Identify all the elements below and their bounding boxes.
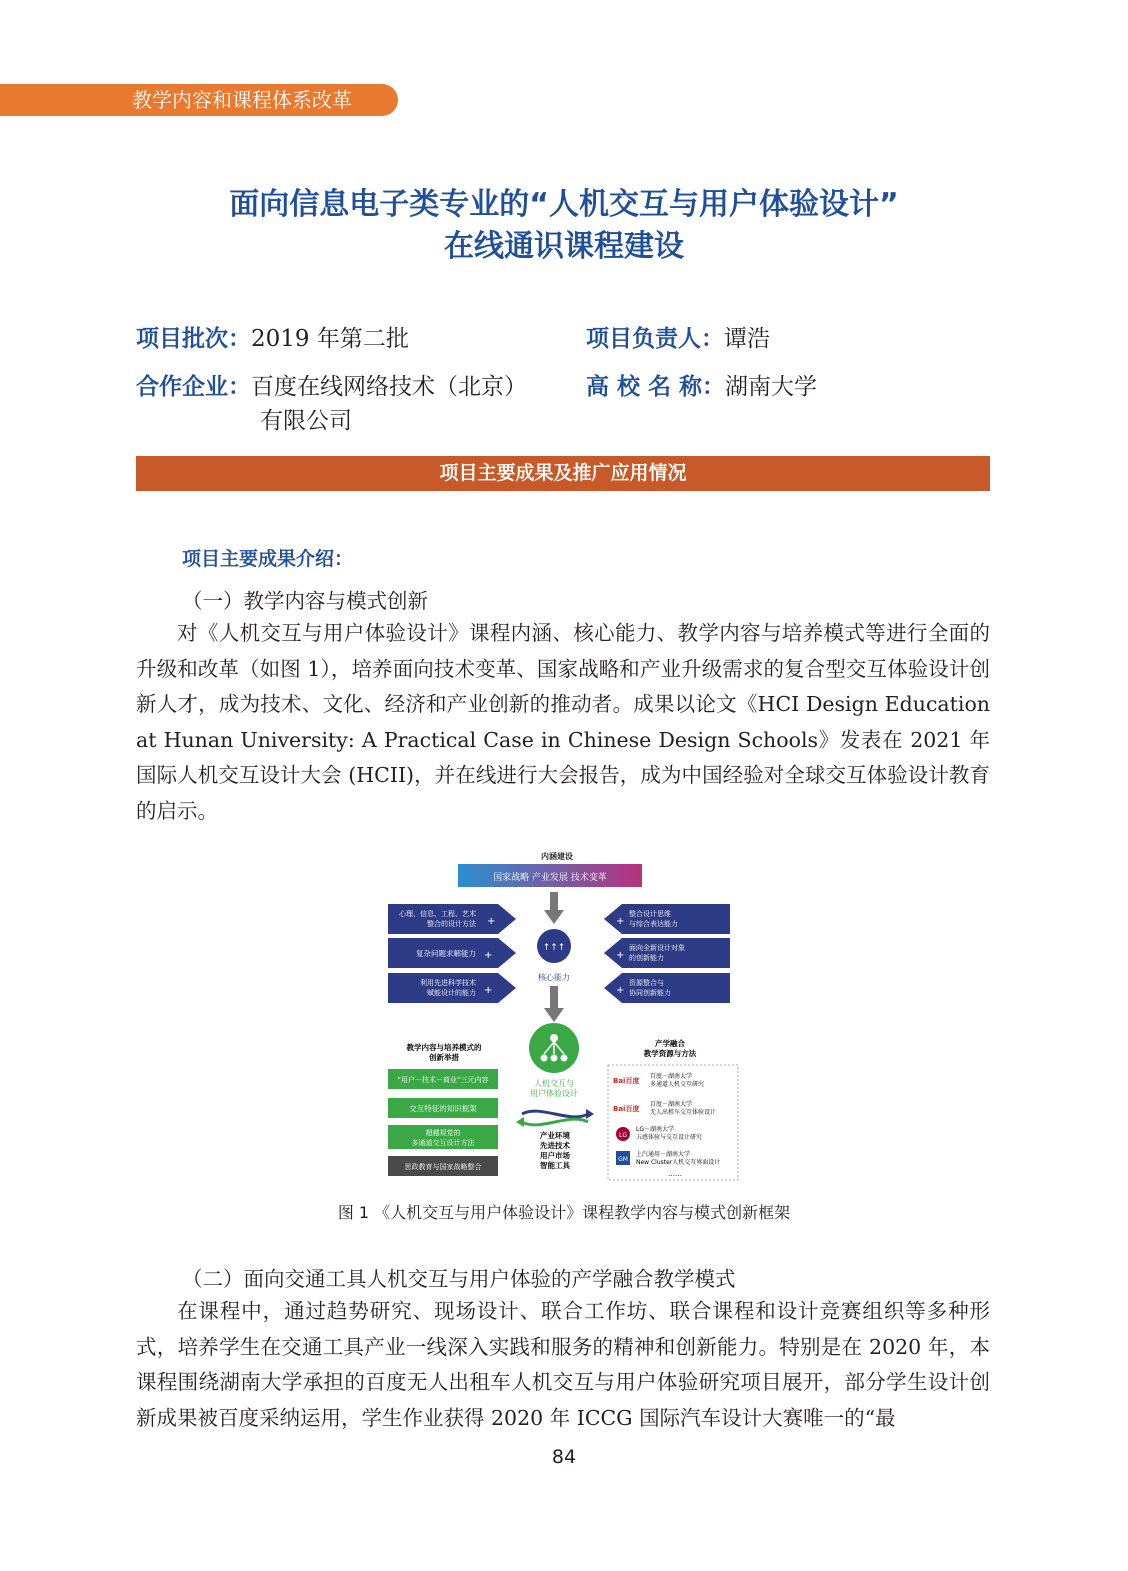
course-label-1: 人机交互与	[534, 1079, 574, 1088]
page-title-line2: 在线通识课程建设	[444, 229, 684, 264]
svg-text:资源整合与: 资源整合与	[629, 979, 664, 987]
partner-4	[616, 1150, 720, 1166]
batch-value: 2019 年第二批	[251, 326, 409, 352]
svg-text:心理、信息、工程、艺术: 心理、信息、工程、艺术	[399, 910, 476, 918]
leader-row	[586, 322, 770, 356]
down-arrow-icon	[544, 910, 564, 924]
svg-text:的创新能力: 的创新能力	[629, 954, 664, 962]
school-row	[586, 370, 817, 404]
right-item-3	[604, 973, 730, 1003]
page-number: 84	[551, 1446, 577, 1468]
batch-label: 项目批次：	[136, 326, 251, 352]
svg-text:Bai百度: Bai百度	[613, 1105, 640, 1113]
fig-top-bar-text: 国家战略 产业发展 技术变革	[493, 873, 607, 883]
fig-top-label: 内涵建设	[541, 852, 573, 861]
subheading-1: （一）教学内容与模式创新	[182, 589, 428, 613]
section-bar: 项目主要成果及推广应用情况	[136, 456, 990, 491]
svg-text:思政教育与国家战略整合: 思政教育与国家战略整合	[404, 1163, 482, 1171]
paragraph-2: 在课程中，通过趋势研究、现场设计、联合工作坊、联合课程和设计竞赛组织等多种形式，培养学生在交通工具产业一线深入实践和服务的精神和创新能力。特别是在 2020 年，本课程围绕湖南大学承担的百度无人出租车人机交互与用户体验研究项目展开，部分学生设计创新成果被百度采纳运用，学生作业获得 2020 年 ICCG 国际汽车设计大赛唯一的“最	[136, 1299, 990, 1430]
svg-text:整合设计思维: 整合设计思维	[629, 910, 671, 918]
course-label-2: 用户体验设计	[530, 1089, 578, 1098]
svg-text:赋能设计的能力: 赋能设计的能力	[427, 989, 476, 997]
svg-text:+: +	[487, 916, 496, 927]
intro-heading: 项目主要成果介绍：	[182, 548, 354, 570]
chapter-tab: 教学内容和课程体系改革	[0, 84, 398, 116]
left-item-1	[388, 904, 516, 934]
svg-text:超越视觉的: 超越视觉的	[425, 1129, 461, 1137]
svg-text:与综合表达能力: 与综合表达能力	[629, 920, 678, 928]
svg-text:五感体验与交互设计研究: 五感体验与交互设计研究	[636, 1134, 703, 1141]
left-item-2	[388, 938, 516, 968]
svg-text:多通道交互设计方法: 多通道交互设计方法	[411, 1139, 475, 1147]
svg-text:协同创新能力: 协同创新能力	[629, 989, 671, 997]
svg-text:先进技术: 先进技术	[540, 1141, 570, 1150]
svg-text:百度－湖南大学: 百度－湖南大学	[650, 1101, 693, 1108]
paragraph-1: 对《人机交互与用户体验设计》课程内涵、核心能力、教学内容与培养模式等进行全面的升级和改革（如图 1），培养面向技术变革、国家战略和产业升级需求的复合型交互体验设计创新人才，成为技术、文化、经济和产业创新的推动者。成果以论文《HCI Design Education at Hunan University: A Practical Case in Chinese Design Schools》发表在 2021 年国际人机交互设计大会 (HCII)，并在线进行大会报告，成为中国经验对全球交互体验设计教育的启示。	[136, 621, 990, 823]
partner-3	[616, 1125, 702, 1141]
subheading-2: （二）面向交通工具人机交互与用户体验的产学融合教学模式	[182, 1267, 736, 1291]
svg-text:上汽通用－湖南大学: 上汽通用－湖南大学	[636, 1151, 691, 1158]
svg-text:产业环境: 产业环境	[540, 1131, 570, 1140]
svg-text:多通道人机交互研究: 多通道人机交互研究	[650, 1081, 705, 1088]
partner-1	[613, 1072, 704, 1088]
figure-caption: 图 1 《人机交互与用户体验设计》课程教学内容与模式创新框架	[337, 1203, 791, 1222]
svg-text:利用先进科学技术: 利用先进科学技术	[420, 979, 476, 987]
svg-text:GM: GM	[618, 1156, 628, 1163]
company-label: 合作企业：	[136, 374, 251, 400]
left-col-title-2: 创新举措	[429, 1053, 459, 1062]
svg-text:+: +	[616, 950, 625, 961]
school-label: 高 校 名 称：	[586, 374, 726, 400]
svg-text:LG: LG	[619, 1132, 627, 1139]
right-item-2	[604, 938, 730, 968]
svg-text:New Cluster人机交互界面设计: New Cluster人机交互界面设计	[636, 1159, 721, 1166]
company-value-cont: 有限公司	[260, 408, 352, 434]
svg-text:↑↑↑: ↑↑↑	[542, 943, 566, 953]
svg-text:Bai百度: Bai百度	[613, 1077, 640, 1085]
left-item-3	[388, 973, 516, 1003]
svg-text:+: +	[616, 985, 625, 996]
framework-figure	[380, 846, 748, 1186]
svg-text:面向全新设计对象: 面向全新设计对象	[629, 944, 685, 952]
core-label: 核心能力	[538, 973, 570, 982]
svg-text:+: +	[484, 950, 493, 961]
left-col-title-1: 教学内容与培养模式的	[406, 1043, 482, 1052]
svg-text:+: +	[616, 916, 625, 927]
down-arrow-icon	[544, 1008, 564, 1022]
right-col-title-1: 产学融合	[655, 1039, 685, 1048]
batch-row	[136, 322, 409, 356]
right-col-title-2: 教学资源与方法	[643, 1049, 697, 1058]
svg-text:+: +	[484, 985, 493, 996]
page-title-line1: 面向信息电子类专业的“人机交互与用户体验设计”	[229, 187, 899, 222]
svg-text:智能工具: 智能工具	[540, 1161, 570, 1170]
right-item-1	[604, 904, 730, 934]
leader-label: 项目负责人：	[586, 326, 724, 352]
svg-text:用户市场: 用户市场	[540, 1151, 570, 1160]
svg-text:LG－湖南大学: LG－湖南大学	[636, 1126, 674, 1133]
svg-text:交互特征的知识框架: 交互特征的知识框架	[409, 1104, 477, 1113]
svg-text:百度－湖南大学: 百度－湖南大学	[650, 1073, 693, 1080]
svg-text:无人出租车交互体验设计: 无人出租车交互体验设计	[650, 1109, 717, 1116]
partner-ellipsis: ……	[668, 1170, 682, 1178]
company-value: 百度在线网络技术（北京）	[251, 374, 527, 400]
svg-text:复杂问题求解能力: 复杂问题求解能力	[416, 949, 476, 958]
school-value: 湖南大学	[725, 374, 818, 400]
leader-value: 谭浩	[724, 326, 770, 352]
partner-2	[613, 1100, 716, 1116]
svg-text:“用户－技术－商业”三元内容: “用户－技术－商业”三元内容	[397, 1076, 489, 1084]
company-row	[136, 370, 527, 404]
svg-text:整合的设计方法: 整合的设计方法	[427, 920, 476, 928]
